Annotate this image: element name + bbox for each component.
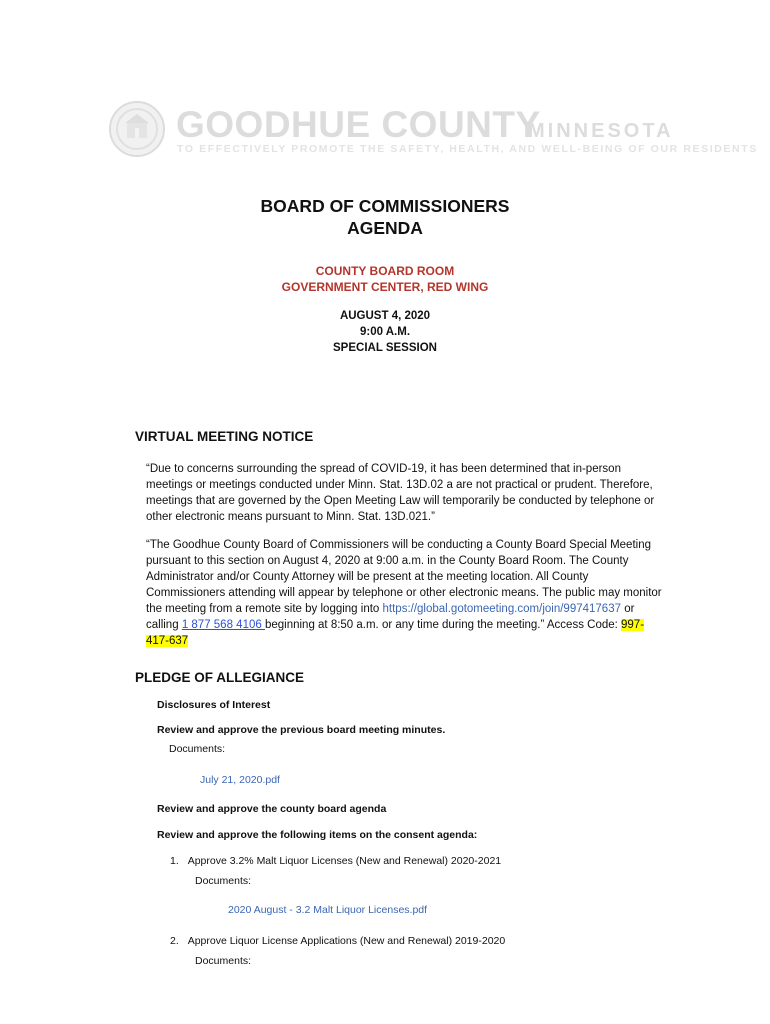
virtual-notice-paragraph-2 [146,537,666,649]
access-code: 997-417-637 [146,619,645,647]
minutes-documents-label: Documents: [169,743,226,755]
meeting-details [0,308,770,356]
calling-text: or calling [146,603,635,631]
phone-number-link[interactable]: 1 877 568 4106 [181,619,265,631]
agenda-item-minutes: Review and approve the previous board meeting minutes. [157,724,446,736]
logo-tagline: TO EFFECTIVELY PROMOTE THE SAFETY, HEALTH, AND WELL-BEING OF OUR RESIDENTS [177,143,758,155]
consent-item-2 [170,935,505,947]
virtual-meeting-heading: VIRTUAL MEETING NOTICE [135,429,314,444]
consent-item-2-documents-label: Documents: [195,955,252,967]
meeting-time: 9:00 A.M. [359,326,411,338]
minutes-document-link[interactable]: July 21, 2020.pdf [200,774,280,786]
paragraph-2-text: “The Goodhue County Board of Commissioners will be conducting a County Board Special Meeting pursuant to this section on August 4, 2020 at 9:00 a.m. in the County Board Room. The County Administrator and/or County Attorney will be present at the meeting location. All County Commissioners attending will appear by telephone or other electronic means. The public may monitor the meeting from a remote site by logging into [146,539,662,615]
gotomeeting-link[interactable]: https://global.gotomeeting.com/join/997417637 [382,603,621,615]
location-building: GOVERNMENT CENTER, RED WING [281,280,489,294]
document-title [0,195,770,239]
consent-item-1-document-link[interactable]: 2020 August - 3.2 Malt Liquor Licenses.pdf [228,904,428,916]
logo-state-name: MINNESOTA [528,120,674,142]
consent-item-2-text: Approve Liquor License Applications (New and Renewal) 2019-2020 [187,935,506,947]
meeting-session: SPECIAL SESSION [333,342,437,354]
agenda-item-disclosures: Disclosures of Interest [157,699,271,711]
agenda-item-consent: Review and approve the following items on the consent agenda: [157,829,478,841]
consent-item-1 [170,855,501,867]
logo-county-name: GOODHUE COUNTY [176,104,541,145]
consent-item-1-documents-label: Documents: [195,875,252,887]
title-line-2: AGENDA [347,218,423,238]
consent-item-1-number: 1. [170,855,179,867]
county-seal-icon [108,100,166,158]
meeting-date: AUGUST 4, 2020 [339,310,431,322]
meeting-location [0,263,770,295]
virtual-notice-paragraph-1: “Due to concerns surrounding the spread of COVID-19, it has been determined that in-person meetings or meetings conducted under Minn. Stat. 13D.02 a are not practical or prudent. Therefore, meetings that are governed by the Open Meeting Law will temporarily be conducted by telephone or other electronic means pursuant to Minn. Stat. 13D.021.” [146,463,655,523]
pledge-heading: PLEDGE OF ALLEGIANCE [135,670,305,685]
title-line-1: BOARD OF COMMISSIONERS [260,196,510,216]
location-room: COUNTY BOARD ROOM [315,264,455,278]
agenda-item-approve-agenda: Review and approve the county board agenda [157,803,387,815]
consent-item-1-text: Approve 3.2% Malt Liquor Licenses (New and Renewal) 2020-2021 [187,855,502,867]
consent-item-2-number: 2. [170,935,179,947]
paragraph-2-after: beginning at 8:50 a.m. or any time during the meeting.” Access Code: [264,619,622,631]
